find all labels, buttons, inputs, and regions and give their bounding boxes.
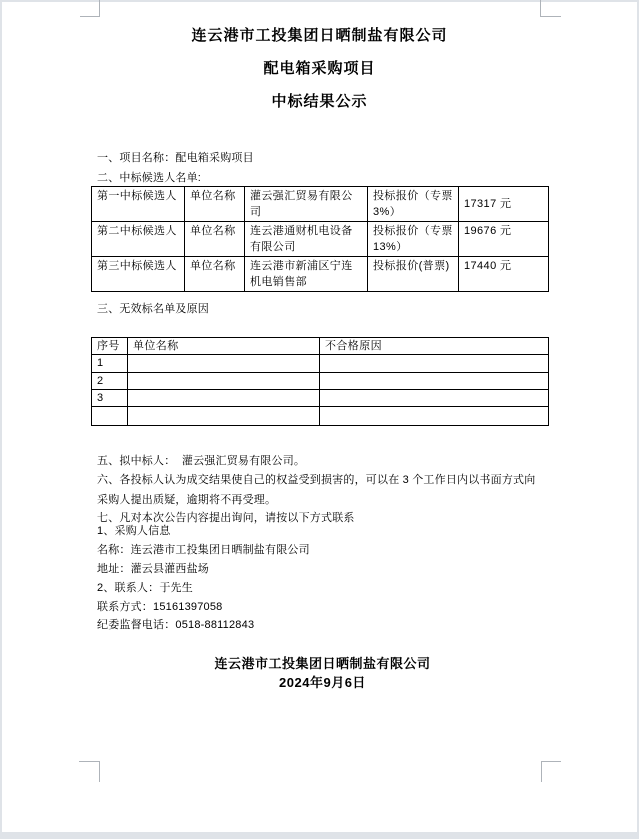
table-cell [128, 390, 320, 407]
document-title-announcement: 中标结果公示 [271, 93, 368, 110]
table-cell: 连云港市新浦区宁连机电销售部 [245, 257, 368, 292]
table-row [92, 257, 549, 292]
contact-name-line: 名称：连云港市工投集团日晒制盐有限公司 [97, 544, 310, 556]
table-row [92, 355, 549, 373]
document-title-project: 配电箱采购项目 [263, 60, 376, 77]
table-row [92, 373, 549, 390]
table-cell: 1 [92, 355, 128, 373]
table-cell [128, 407, 320, 426]
table-cell [320, 390, 549, 407]
table-cell: 17440 元 [459, 257, 549, 292]
contact-address-line: 地址：灌云县灌西盐场 [97, 563, 209, 575]
table-header-cell: 单位名称 [128, 338, 320, 355]
table-cell: 单位名称 [185, 187, 245, 222]
table-cell [320, 355, 549, 373]
contact-phone-line: 联系方式：15161397058 [97, 601, 223, 613]
crop-mark-bottom-right-icon [541, 761, 561, 782]
section-paragraph-6: 六、各投标人认为成交结果使自己的权益受到损害的，可以在 3 个工作日内以书面方式向采购人提出质疑，逾期将不再受理。 [97, 474, 536, 506]
table-cell [320, 373, 549, 390]
document-title-company: 连云港市工投集团日晒制盐有限公司 [191, 27, 448, 44]
contact-person-line: 2、联系人：于先生 [97, 582, 193, 594]
table-row [92, 390, 549, 407]
table-cell: 3 [92, 390, 128, 407]
table-cell: 灌云强汇贸易有限公司 [245, 187, 368, 222]
candidates-table [91, 186, 549, 292]
table-cell [320, 407, 549, 426]
table-cell: 投标报价（专票 13%） [368, 222, 459, 257]
table-cell: 单位名称 [185, 222, 245, 257]
table-cell: 2 [92, 373, 128, 390]
contact-supervision-phone-line: 纪委监督电话：0518-88112843 [97, 619, 255, 631]
table-cell: 第三中标候选人 [92, 257, 185, 292]
table-header-cell: 序号 [92, 338, 128, 355]
table-header-row [92, 338, 549, 355]
table-cell [128, 355, 320, 373]
invalid-bids-table [91, 337, 549, 426]
table-cell: 17317 元 [459, 187, 549, 222]
table-cell: 投标报价（专票 3%） [368, 187, 459, 222]
table-cell [92, 407, 128, 426]
table-cell: 第一中标候选人 [92, 187, 185, 222]
section-heading-1: 一、项目名称：配电箱采购项目 [97, 152, 254, 164]
table-row [92, 187, 549, 222]
section-heading-5: 五、拟中标人： 灌云强汇贸易有限公司。 [97, 455, 306, 467]
section-heading-3: 三、无效标名单及原因 [97, 303, 209, 315]
crop-mark-bottom-left-icon [79, 761, 100, 782]
table-cell: 连云港通财机电设备有限公司 [245, 222, 368, 257]
section-heading-2: 二、中标候选人名单: [97, 172, 202, 184]
table-cell: 投标报价(普票) [368, 257, 459, 292]
crop-mark-top-left-icon [80, 0, 100, 17]
table-row [92, 407, 549, 426]
table-row [92, 222, 549, 257]
footer-date: 2024年9月6日 [279, 675, 366, 690]
table-header-cell: 不合格原因 [320, 338, 549, 355]
table-cell [128, 373, 320, 390]
table-cell: 第二中标候选人 [92, 222, 185, 257]
section-heading-7: 七、凡对本次公告内容提出询问，请按以下方式联系 [97, 512, 355, 524]
crop-mark-top-right-icon [540, 0, 561, 17]
table-cell: 19676 元 [459, 222, 549, 257]
contact-buyer-info-heading: 1、采购人信息 [97, 525, 171, 537]
footer-company-signature: 连云港市工投集团日晒制盐有限公司 [214, 656, 431, 671]
table-cell: 单位名称 [185, 257, 245, 292]
